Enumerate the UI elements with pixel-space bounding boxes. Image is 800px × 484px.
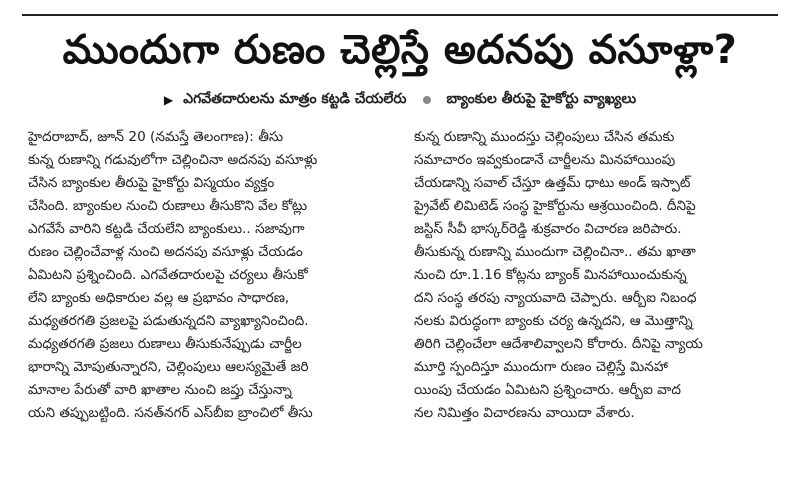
text-line: కున్న రుణాన్ని ముందస్తు చెల్లింపులు చేసిన తమకు <box>414 129 675 145</box>
text-line: తిరిగి చెల్లించేలా ఆదేశాలివ్వాలని కోరారు. దీనిపై న్యాయ <box>414 336 703 352</box>
text-line: హైదరాబాద్, జూన్ 20 (నమస్తే తెలంగాణ): తీసు <box>28 129 284 145</box>
text-line: ఏమిటని ప్రశ్నించింది. ఎగవేతదారులపై చర్యలు తీసుకో <box>28 267 308 283</box>
text-line: యింపు చేయడం ఏమిటని ప్రశ్నించారు. ఆర్బీఐ వాద <box>414 382 682 398</box>
article-column-right <box>414 126 772 474</box>
text-line: తీసుకున్న రుణాన్ని ముందుగా చెల్లించినా.. తమ ఖాతా <box>414 244 696 260</box>
text-line: చేసిన బ్యాంకుల తీరుపై హైకోర్టు విస్మయం వ్యక్తం <box>28 175 275 191</box>
bullet-icon <box>423 96 431 104</box>
text-line: నలకు విరుద్ధంగా బ్యాంకు చర్య ఉన్నదని, ఆ మొత్తాన్ని <box>414 313 693 329</box>
text-line: ఎగవేసే వారిని కట్టడి చేయలేని బ్యాంకులు.. సజావుగా <box>28 221 305 237</box>
text-line: చేయడాన్ని సవాల్ చేస్తూ ఉత్తమ్ ధాటు అండ్ ఇస్పాట్ <box>414 175 691 191</box>
article-body <box>28 126 772 474</box>
text-line: లేని బ్యాంకు అధికారుల వల్ల ఆ ప్రభావం సాధారణ, <box>28 290 290 306</box>
text-line: మానాల పేరుతో వారి ఖాతాల నుంచి జప్తు చేస్తున్నా <box>28 382 292 398</box>
text-line: నల నిమిత్తం విచారణను వాయిదా వేశారు. <box>414 405 635 421</box>
text-line: ప్రైవేట్ లిమిటెడ్ సంస్థ హైకోర్టును ఆశ్రయించింది. దీనిపై <box>414 198 696 214</box>
text-line: సమాచారం ఇవ్వకుండానే చార్జీలను మినహాయింపు <box>414 152 676 168</box>
text-line: భారాన్ని మోపుతున్నారని, చెల్లింపులు ఆలస్యమైతే జరి <box>28 359 309 375</box>
text-line: మధ్యతరగతి ప్రజలు రుణాలు తీసుకునేప్పుడు చార్జీల <box>28 336 302 352</box>
subheading-1: ఎగవేతదారులను మాత్రం కట్టడి చేయలేరు <box>183 90 407 107</box>
headline: ముందుగా రుణం చెల్లిస్తే అదనపు వసూళ్లా? <box>62 27 738 73</box>
text-line: చేసింది. బ్యాంకుల నుంచి రుణాలు తీసుకొని వేల కోట్లు <box>28 198 308 214</box>
text-line: మధ్యతరగతి ప్రజలపై పడుతున్నదని వ్యాఖ్యానించింది. <box>28 313 309 329</box>
text-line: మూర్తి స్పందిస్తూ ముందుగా రుణం చెల్లిస్తే మినహా <box>414 359 668 375</box>
subheadings <box>0 88 800 112</box>
top-rule <box>22 14 778 16</box>
article-column-left <box>28 126 386 474</box>
text-line: నుంచి రూ.1.16 కోట్లను బ్యాంక్ మినహాయించుకున్న <box>414 267 687 283</box>
text-line: జస్టిస్ సీవీ భాస్కర్‌రెడ్డి శుక్రవారం విచారణ జరిపారు. <box>414 221 682 237</box>
text-line: యని తప్పుబట్టింది. సనత్‌నగర్ ఎస్‌బీఐ బ్రాంచిలో తీసు <box>28 405 313 421</box>
arrow-icon: ▶ <box>163 93 174 107</box>
text-line: రుణం చెల్లించేవాళ్ల నుంచి అదనపు వసూళ్లు చేయడం <box>28 244 303 260</box>
text-line: దని సంస్థ తరపు న్యాయవాది చెప్పారు. ఆర్బీఐ నిబంధ <box>414 290 697 306</box>
subheading-2: బ్యాంకుల తీరుపై హైకోర్టు వ్యాఖ్యలు <box>446 90 637 107</box>
text-line: కున్న రుణాన్ని గడువులోగా చెల్లించినా అదనపు వసూళ్లు <box>28 152 318 168</box>
